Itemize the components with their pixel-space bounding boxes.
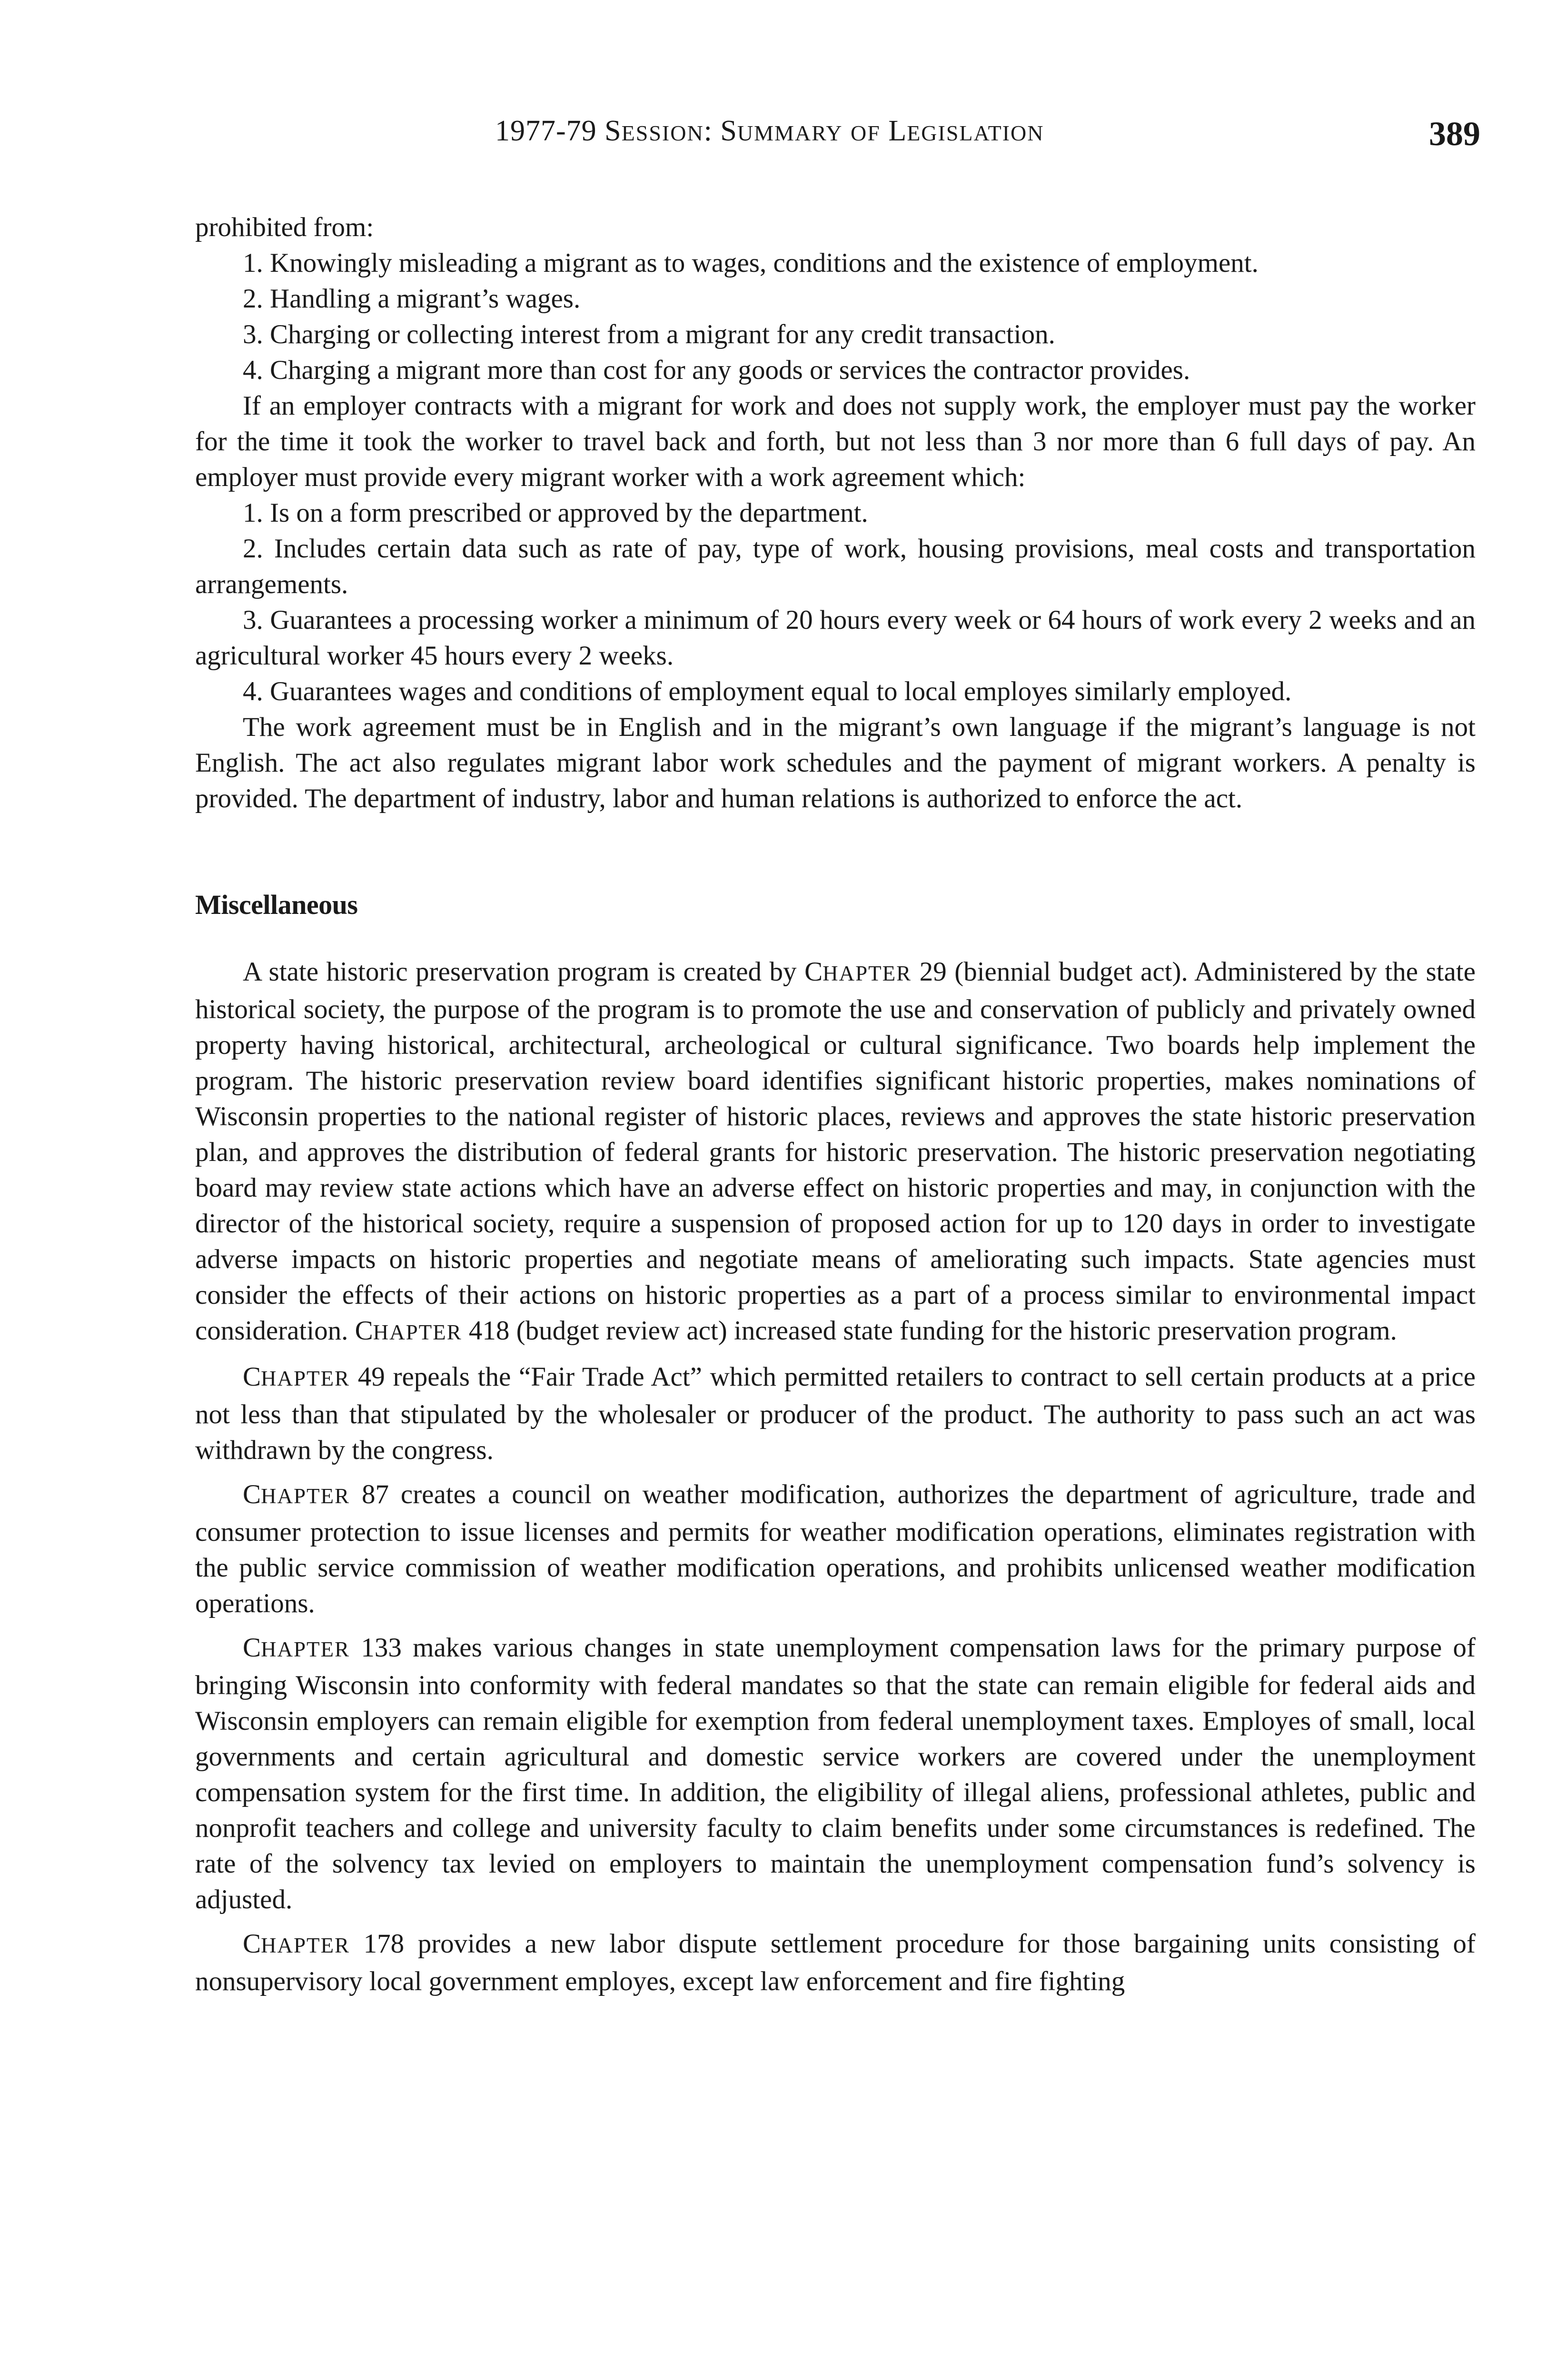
historic-text-1: A state historic preservation program is created by <box>243 957 797 987</box>
chapter-87-paragraph <box>195 1477 1476 1621</box>
header-legislation-initial: L <box>888 115 907 147</box>
chapter-label-rest: HAPTER <box>373 1320 462 1344</box>
employer-paragraph: If an employer contracts with a migrant for work and does not supply work, the employer must pay the worker for the time it took the worker to travel back and forth, but not less than 3 nor more than 6 full days of pay. An employer must provide every migrant worker with a work agreement which: <box>195 391 1476 492</box>
historic-preservation-paragraph <box>195 954 1476 1350</box>
running-title <box>495 114 1044 148</box>
intro-line: prohibited from: <box>195 212 374 242</box>
chapter-text: creates a council on weather modification, authorizes the department of agriculture, trade and consumer protection to issue licenses and permits for weather modification operations, eliminates registration with the public service commission of weather modification operations, and prohibits unlicensed weather modification operations. <box>195 1479 1476 1618</box>
chapter-label-initial: C <box>804 957 823 987</box>
agreement-item-1: 1. Is on a form prescribed or approved by the department. <box>243 498 868 528</box>
historic-text-2: (biennial budget act). Administered by the state historical society, the purpose of the program is to promote the use and conservation of publicly and privately owned property having historical, architectural, archeological or cultural significance. Two boards help implement the program. The historic preservation review board identifies significant historic properties, makes nominations of Wisconsin properties to the national register of historic places, reviews and approves the state historic preservation plan, and approves the distribution of federal grants for historic preservation. The historic preservation negotiating board may review state actions which have an adverse effect on historic properties and may, in conjunction with the director of the historical society, require a suspension of proposed action for up to 120 days in order to investigate adverse impacts on historic properties and negotiate means of ameliorating such impacts. State agencies must consider the effects of their actions on historic properties as a part of a process similar to environmental impact consideration. <box>195 957 1476 1346</box>
chapter-number-418: 418 <box>468 1316 510 1346</box>
chapter-label-initial: C <box>243 1479 261 1509</box>
prohibition-item-4: 4. Charging a migrant more than cost for any goods or services the contractor provides. <box>243 355 1190 385</box>
chapter-label-initial: C <box>243 1633 261 1663</box>
chapter-label-rest: HAPTER <box>261 1637 350 1661</box>
header-colon: : <box>704 115 713 147</box>
prohibition-item-3: 3. Charging or collecting interest from a migrant for any credit transaction. <box>243 319 1055 349</box>
historic-text-3: (budget review act) increased state funding for the historic preservation program. <box>516 1316 1397 1346</box>
chapter-number: 87 <box>361 1479 389 1509</box>
header-legislation-rest: EGISLATION <box>907 121 1044 145</box>
chapter-label-rest: HAPTER <box>261 1934 350 1957</box>
language-paragraph: The work agreement must be in English and in the migrant’s own language if the migrant’s language is not English. The act also regulates migrant labor work schedules and the payment of migrant workers. A penalty is provided. The department of industry, labor and human relations is authorized to enforce the act. <box>195 712 1476 813</box>
agreement-item-4: 4. Guarantees wages and conditions of employment equal to local employes similarly employed. <box>243 676 1292 706</box>
chapter-label-initial: C <box>355 1316 373 1346</box>
chapter-text: repeals the “Fair Trade Act” which permitted retailers to contract to sell certain products at a price not less than that stipulated by the wholesaler or producer of the product. The authority to pass such an act was withdrawn by the congress. <box>195 1362 1476 1465</box>
prohibition-item-2: 2. Handling a migrant’s wages. <box>243 284 581 314</box>
chapter-number: 133 <box>361 1633 402 1663</box>
chapter-133-paragraph <box>195 1630 1476 1917</box>
chapter-label-initial: C <box>243 1929 261 1959</box>
header-summary-initial: S <box>720 115 737 147</box>
chapter-text: provides a new labor dispute settlement procedure for those bargaining units consisting of nonsupervisory local government employes, except law enforcement and fire fighting <box>195 1929 1476 1996</box>
prohibition-item-1: 1. Knowingly misleading a migrant as to wages, conditions and the existence of employment. <box>243 248 1259 278</box>
header-session-rest: ESSION <box>621 121 704 145</box>
chapter-178-paragraph <box>195 1926 1476 1999</box>
section-heading-miscellaneous: Miscellaneous <box>195 889 358 920</box>
chapter-label-rest: HAPTER <box>261 1484 350 1508</box>
agreement-item-2: 2. Includes certain data such as rate of pay, type of work, housing provisions, meal costs and transportation arrangements. <box>195 534 1476 599</box>
header-of: OF <box>851 121 881 145</box>
chapter-text: makes various changes in state unemployment compensation laws for the primary purpose of bringing Wisconsin into conformity with federal mandates so that the state can remain eligible for federal aids and Wisconsin employers can remain eligible for exemption from federal unemployment taxes. Employes of small, local governments and certain agricultural and domestic service workers are covered under the unemployment compensation system for the first time. In addition, the eligibility of illegal aliens, professional athletes, public and nonprofit teachers and college and university faculty to claim benefits under some circumstances is redefined. The rate of the solvency tax levied on employers to maintain the unemployment compensation fund’s solvency is adjusted. <box>195 1633 1476 1914</box>
chapter-number: 49 <box>357 1362 385 1392</box>
chapter-49-paragraph <box>195 1359 1476 1468</box>
chapter-number-29: 29 <box>919 957 947 987</box>
running-head <box>195 114 1480 157</box>
chapter-label-rest: HAPTER <box>261 1367 350 1390</box>
agreement-item-3: 3. Guarantees a processing worker a minimum of 20 hours every week or 64 hours of work every 2 weeks and an agricultural worker 45 hours every 2 weeks. <box>195 605 1476 671</box>
body-text <box>195 209 1476 1999</box>
header-summary-rest: UMMARY <box>737 121 843 145</box>
chapter-label-rest: HAPTER <box>823 962 912 985</box>
chapter-number: 178 <box>363 1929 405 1959</box>
chapter-label-initial: C <box>243 1362 261 1392</box>
page-number: 389 <box>1429 115 1480 153</box>
header-session-initial: S <box>605 115 622 147</box>
header-year-range: 1977-79 <box>495 115 597 147</box>
